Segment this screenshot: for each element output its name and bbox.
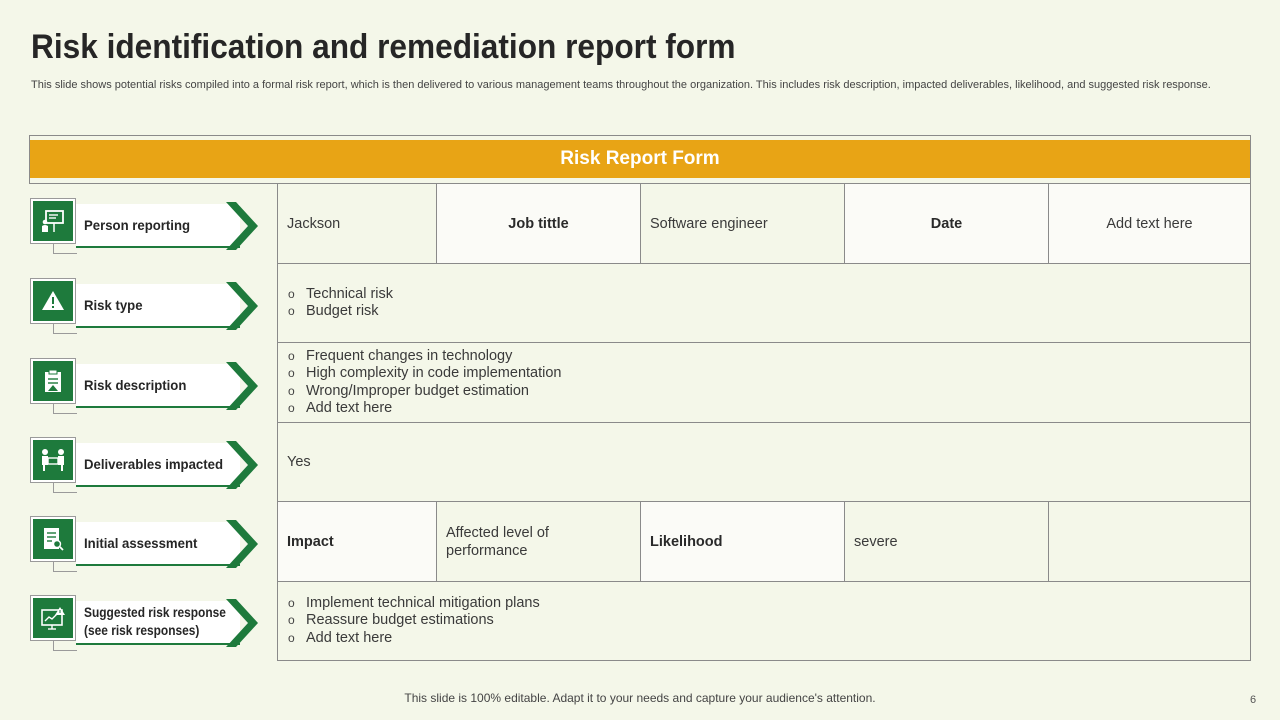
- risk-report-table: [277, 183, 1251, 661]
- chevron-right-icon: [226, 518, 260, 570]
- table-row-person: [278, 184, 1250, 264]
- connector: [53, 650, 77, 651]
- list-item: o Technical risk: [287, 286, 393, 304]
- label-risk-type: [30, 278, 260, 334]
- chevron-right-icon: [226, 200, 260, 252]
- list-item: o High complexity in code implementation: [287, 365, 562, 383]
- icon-frame: [30, 198, 76, 244]
- cell-response: [278, 582, 1250, 660]
- list-item: o Reassure budget estimations: [287, 612, 540, 630]
- label-person-reporting: [30, 198, 260, 254]
- checklist-search-icon: [33, 519, 73, 559]
- page-number: 6: [1250, 694, 1257, 706]
- table-row-risk-description: [278, 343, 1250, 423]
- clipboard-icon: [33, 361, 73, 401]
- icon-frame: [30, 516, 76, 562]
- label-text: Deliverables impacted: [76, 443, 240, 487]
- cell-impact-value: Affected level of performance: [437, 502, 641, 581]
- label-deliverables-impacted: [30, 437, 260, 493]
- label-text: Initial assessment: [76, 522, 240, 566]
- connector: [53, 492, 77, 493]
- icon-frame: [30, 437, 76, 483]
- table-row-risk-type: [278, 264, 1250, 343]
- list-item: o Add text here: [287, 400, 562, 418]
- table-row-response: [278, 582, 1250, 660]
- icon-frame: [30, 358, 76, 404]
- chevron-right-icon: [226, 597, 260, 649]
- connector: [53, 333, 77, 334]
- cell-name: Jackson: [278, 184, 437, 263]
- cell-job-title-value: Software engineer: [641, 184, 845, 263]
- cell-job-title-label: Job tittle: [437, 184, 641, 263]
- cell-empty: [1049, 502, 1250, 581]
- cell-deliverables: Yes: [287, 454, 311, 470]
- list-item: o Frequent changes in technology: [287, 348, 562, 366]
- cell-risk-type: [278, 264, 1250, 342]
- label-text: Risk description: [76, 364, 240, 408]
- icon-frame: [30, 278, 76, 324]
- chevron-right-icon: [226, 439, 260, 491]
- cell-risk-description: [278, 343, 1250, 422]
- chart-alert-icon: [33, 598, 73, 638]
- list-item: o Budget risk: [287, 303, 393, 321]
- cell-date-label: Date: [845, 184, 1049, 263]
- list-item: o Wrong/Improper budget estimation: [287, 383, 562, 401]
- table-row-assessment: [278, 502, 1250, 582]
- table-row-deliverables: [278, 423, 1250, 502]
- label-initial-assessment: [30, 516, 260, 572]
- connector: [53, 413, 77, 414]
- label-text: Person reporting: [76, 204, 240, 248]
- list-item: o Add text here: [287, 630, 540, 648]
- warning-icon: [33, 281, 73, 321]
- chevron-right-icon: [226, 360, 260, 412]
- cell-likelihood-value: severe: [845, 502, 1049, 581]
- cell-date-value: Add text here: [1049, 184, 1250, 263]
- slide-title: Risk identification and remediation report form: [31, 28, 736, 66]
- label-suggested-risk-response: [30, 595, 260, 651]
- chevron-right-icon: [226, 280, 260, 332]
- connector: [53, 253, 77, 254]
- icon-frame: [30, 595, 76, 641]
- label-text: Risk type: [76, 284, 240, 328]
- label-text: Suggested risk response (see risk responses): [76, 601, 240, 645]
- list-item: o Implement technical mitigation plans: [287, 595, 540, 613]
- cell-likelihood-label: Likelihood: [641, 502, 845, 581]
- divider: [29, 183, 277, 184]
- label-risk-description: [30, 358, 260, 414]
- form-banner: Risk Report Form: [30, 140, 1250, 178]
- slide-footer: This slide is 100% editable. Adapt it to your needs and capture your audience's attention.: [404, 691, 876, 705]
- people-icon: [33, 440, 73, 480]
- presenter-icon: [33, 201, 73, 241]
- connector: [53, 571, 77, 572]
- cell-impact-label: Impact: [278, 502, 437, 581]
- slide-subtitle: This slide shows potential risks compiled into a formal risk report, which is then delivered to various management teams throughout the organization. This includes risk description, impacted deliverables, likelihood, and suggested risk response.: [31, 79, 1211, 91]
